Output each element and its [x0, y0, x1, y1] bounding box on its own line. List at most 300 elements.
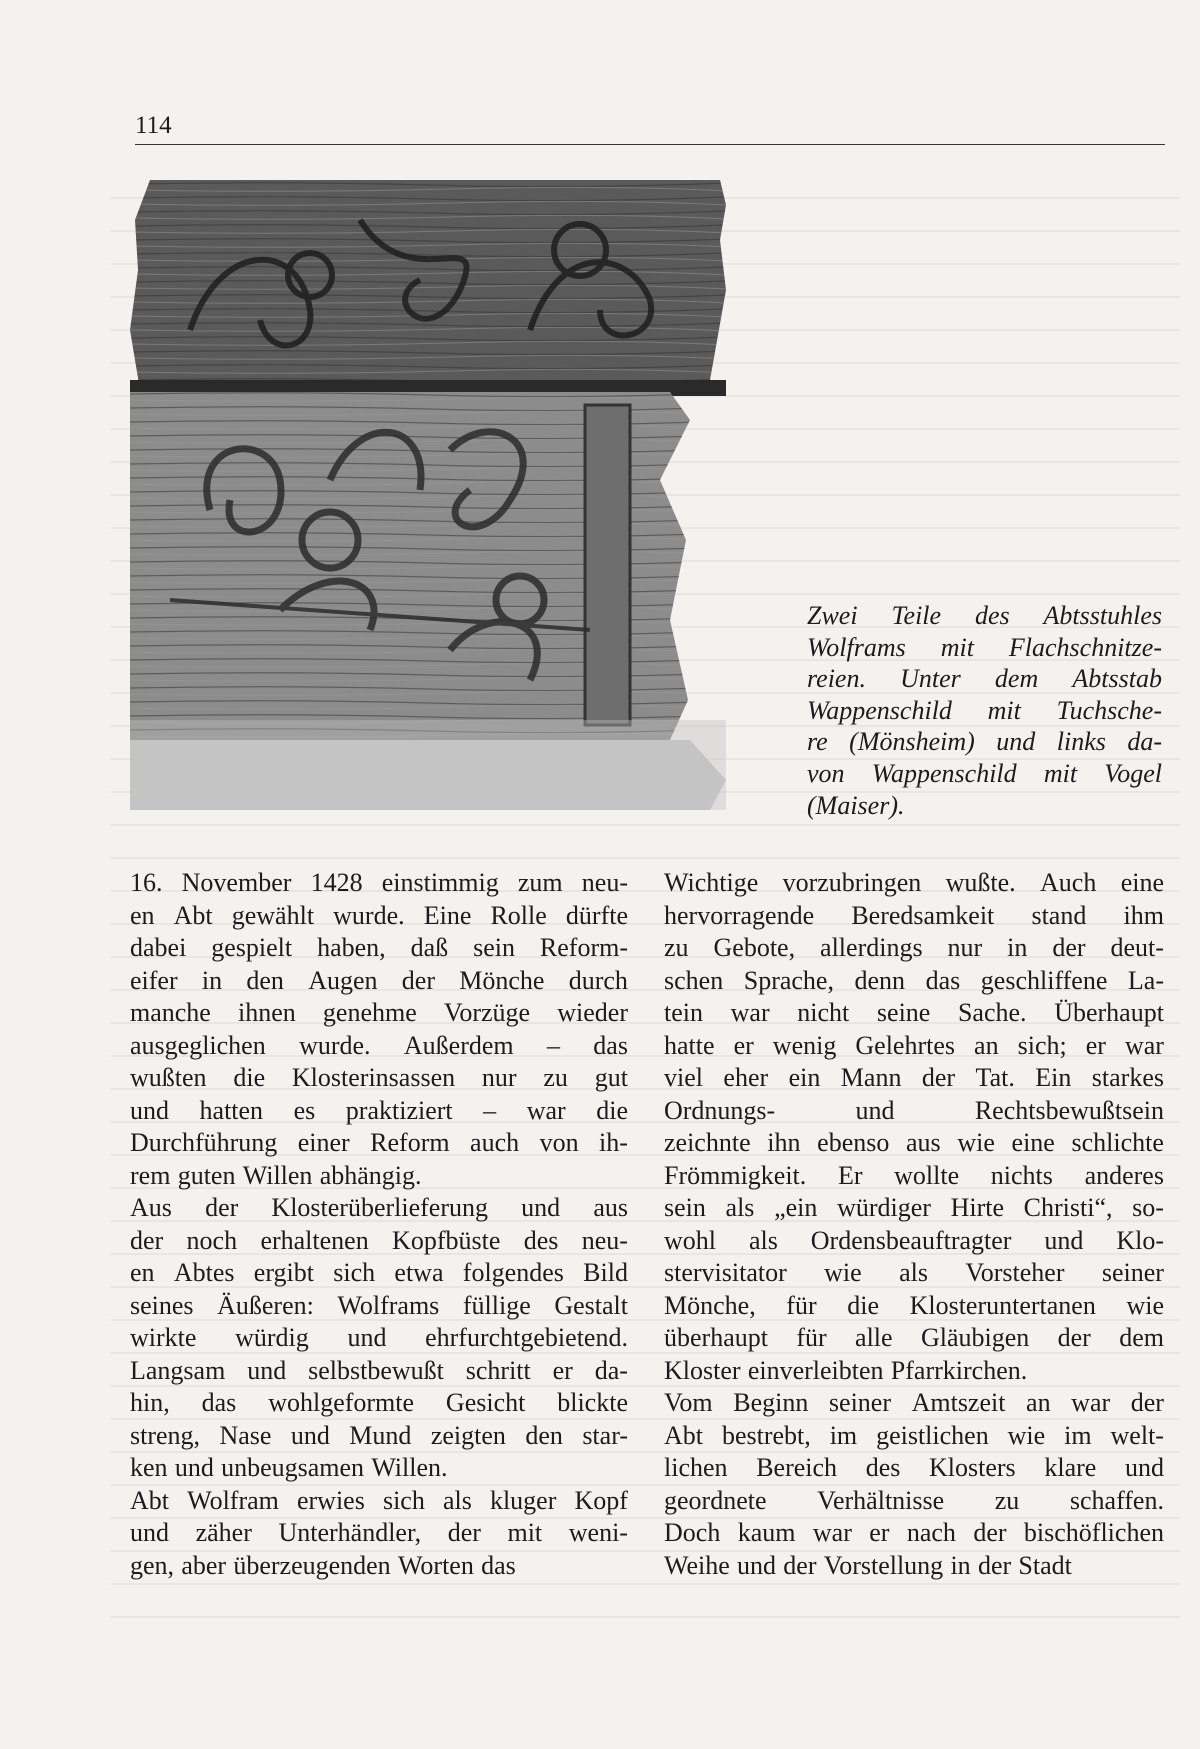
- word: –: [546, 1030, 560, 1060]
- word: Gebote,: [713, 933, 796, 962]
- word: durch: [568, 965, 628, 995]
- word: noch: [186, 1225, 238, 1255]
- word: einer: [297, 1128, 350, 1157]
- word: Reform-: [539, 933, 628, 962]
- word: der: [973, 1518, 1007, 1547]
- word: ehrfurchtgebietend.: [425, 1323, 628, 1352]
- word: mit: [987, 695, 1021, 725]
- word: denn: [854, 965, 906, 995]
- word: Außerdem: [403, 1030, 514, 1060]
- text-line: [130, 1062, 628, 1095]
- word: schaffen.: [1069, 1485, 1164, 1515]
- word: er: [869, 1518, 890, 1547]
- word: Doch: [664, 1518, 721, 1547]
- word: Willen: [242, 1160, 313, 1190]
- text-line: [130, 965, 628, 998]
- word: ken: [130, 1453, 168, 1482]
- word: auch: [470, 1128, 520, 1157]
- text-line: [664, 1452, 1164, 1485]
- caption-line: [807, 600, 1162, 632]
- word: Abtes: [173, 1258, 235, 1287]
- word: schen: [664, 965, 724, 995]
- word: stand: [1031, 900, 1087, 930]
- text-line: [664, 1095, 1164, 1128]
- word: die: [233, 1063, 266, 1092]
- text-line: [664, 900, 1164, 933]
- word: Ordnungs-: [664, 1095, 776, 1125]
- word: sich: [333, 1258, 376, 1287]
- paragraph: [664, 867, 1164, 1387]
- word: das: [925, 965, 961, 995]
- word: Bereich: [756, 1453, 838, 1482]
- word: sein: [473, 933, 515, 962]
- text-line: [130, 1127, 628, 1160]
- word: wieder: [557, 998, 628, 1027]
- word: Unter: [900, 664, 961, 694]
- word: für: [796, 1323, 827, 1352]
- text-line: [664, 965, 1164, 998]
- word: zäher: [195, 1518, 252, 1547]
- word: das: [201, 1388, 237, 1417]
- word: in: [1007, 933, 1028, 962]
- word: der: [401, 965, 435, 995]
- word: Auch: [1040, 868, 1097, 897]
- text-line: [130, 1322, 628, 1355]
- word: welt-: [1110, 1420, 1164, 1450]
- carved-panels-photo: [130, 180, 726, 810]
- word: war: [1071, 1388, 1111, 1417]
- word: Er: [837, 1160, 863, 1190]
- word: lichen: [664, 1453, 728, 1482]
- word: –: [483, 1095, 497, 1125]
- word: und: [130, 1095, 169, 1125]
- word: mit: [940, 632, 974, 662]
- word: und: [521, 1193, 561, 1222]
- word: seines: [130, 1290, 194, 1320]
- text-line: [664, 1550, 1164, 1583]
- word: des: [523, 1225, 559, 1255]
- word: bischöflichen: [1023, 1518, 1164, 1547]
- word: wie: [1126, 1290, 1164, 1320]
- text-line: [664, 997, 1164, 1030]
- caption-line: [807, 726, 1162, 758]
- text-line: [130, 1257, 628, 1290]
- paragraph: [130, 867, 628, 1192]
- text-line: [664, 1160, 1164, 1193]
- word: aus: [906, 1128, 941, 1157]
- left-column: [130, 867, 628, 1582]
- word: 1428: [310, 868, 363, 897]
- word: und: [855, 1095, 895, 1125]
- word: Sprache,: [743, 965, 834, 995]
- word: Hirte: [950, 1193, 1004, 1222]
- word: der: [783, 1550, 817, 1580]
- word: Weihe: [664, 1550, 730, 1580]
- word: sich;: [1017, 1030, 1067, 1060]
- word: Tuchsche-: [1056, 695, 1162, 725]
- word: dabei: [130, 933, 187, 962]
- word: dem: [994, 664, 1039, 694]
- word: Beginn: [733, 1388, 809, 1417]
- word: zu: [664, 933, 689, 962]
- word: haben,: [317, 933, 386, 962]
- word: der: [205, 1193, 239, 1222]
- word: guten: [177, 1160, 236, 1190]
- word: en: [130, 900, 155, 930]
- word: Mönche,: [664, 1290, 756, 1320]
- word: der: [921, 1063, 956, 1092]
- word: Nase: [219, 1420, 272, 1450]
- word: deut-: [1110, 933, 1164, 962]
- text-line: [664, 1355, 1164, 1388]
- text-line: [664, 867, 1164, 900]
- word: Vogel: [1104, 758, 1162, 788]
- text-line: [130, 1355, 628, 1388]
- word: Wichtige: [664, 868, 759, 897]
- word: erwies: [296, 1485, 365, 1515]
- text-line: [130, 1452, 628, 1485]
- word: hatten: [199, 1095, 264, 1125]
- word: links: [1056, 727, 1106, 757]
- word: Vorsteher: [965, 1258, 1065, 1287]
- word: da-: [594, 1355, 628, 1385]
- text-line: [664, 1030, 1164, 1063]
- word: einstimmig: [381, 868, 499, 897]
- word: ihm: [1123, 900, 1164, 930]
- word: Christi“,: [1023, 1193, 1113, 1222]
- word: manche: [130, 998, 211, 1027]
- word: der: [1130, 1388, 1164, 1417]
- word: selbstbewußt: [308, 1355, 444, 1385]
- text-line: [664, 1257, 1164, 1290]
- word: (Maiser).: [807, 790, 905, 820]
- word: daß: [410, 933, 449, 962]
- word: ausgeglichen: [130, 1030, 266, 1060]
- word: hatte: [664, 1030, 715, 1060]
- word: reien.: [807, 664, 866, 694]
- word: Worten: [397, 1550, 474, 1580]
- word: abhängig.: [319, 1160, 422, 1190]
- word: 16.: [130, 868, 163, 897]
- word: „ein: [774, 1193, 818, 1222]
- word: wußten: [130, 1063, 207, 1092]
- word: gen,: [130, 1550, 175, 1580]
- text-line: [130, 997, 628, 1030]
- word: schlichte: [1071, 1128, 1164, 1157]
- word: (Mönsheim): [849, 727, 975, 757]
- word: der: [1057, 1323, 1091, 1352]
- word: Abt: [173, 900, 213, 930]
- word: folgendes: [462, 1258, 564, 1287]
- word: neu-: [581, 1225, 628, 1255]
- word: ein: [788, 1063, 821, 1092]
- word: an: [974, 1030, 999, 1060]
- word: er: [1085, 1030, 1106, 1060]
- text-line: [664, 1322, 1164, 1355]
- word: ihnen: [238, 998, 296, 1027]
- caption-line: [807, 790, 1162, 822]
- word: eifer: [130, 965, 178, 995]
- word: nur: [481, 1063, 517, 1092]
- word: Kloster: [664, 1355, 741, 1385]
- word: rem: [130, 1160, 171, 1190]
- word: Eine: [423, 900, 472, 930]
- word: geistlichen: [876, 1420, 989, 1450]
- word: an: [1026, 1388, 1051, 1417]
- word: Pfarrkirchen.: [890, 1355, 1028, 1385]
- word: aber: [181, 1550, 227, 1580]
- word: zu: [543, 1063, 568, 1092]
- word: Mund: [349, 1420, 412, 1450]
- word: Wappenschild: [871, 758, 1017, 788]
- text-line: [130, 932, 628, 965]
- word: gut: [594, 1063, 628, 1092]
- word: alle: [855, 1323, 893, 1352]
- word: der: [130, 1225, 164, 1255]
- word: Sache.: [957, 998, 1027, 1027]
- word: überzeugenden: [233, 1550, 391, 1580]
- word: und: [996, 727, 1036, 757]
- word: dürfte: [565, 900, 628, 930]
- word: schritt: [465, 1355, 531, 1385]
- word: Unterhändler,: [278, 1518, 422, 1547]
- word: da-: [1127, 727, 1162, 757]
- word: so-: [1132, 1193, 1164, 1222]
- word: Klosterüberlieferung: [271, 1193, 489, 1222]
- paragraph: [130, 1192, 628, 1485]
- word: La-: [1127, 965, 1164, 995]
- word: anderes: [1084, 1160, 1164, 1190]
- word: gewählt: [231, 900, 315, 930]
- word: Verhältnisse: [817, 1485, 945, 1515]
- word: wohlgeformte: [268, 1388, 415, 1417]
- word: Willen.: [371, 1453, 448, 1482]
- word: Teile: [891, 601, 942, 630]
- word: für: [786, 1290, 817, 1320]
- word: mit: [507, 1518, 543, 1547]
- word: wußte.: [945, 868, 1016, 897]
- word: eine: [1120, 868, 1164, 897]
- word: Ein: [1035, 1063, 1072, 1092]
- word: und: [247, 1355, 287, 1385]
- word: Gläubigen: [920, 1323, 1030, 1352]
- word: war: [1124, 1030, 1164, 1060]
- word: und: [737, 1550, 777, 1580]
- word: Amtszeit: [911, 1388, 1006, 1417]
- word: wohl: [664, 1225, 716, 1255]
- word: war: [526, 1095, 566, 1125]
- word: wollte: [894, 1160, 960, 1190]
- word: er: [733, 1030, 754, 1060]
- word: sich: [382, 1485, 425, 1515]
- word: würdig: [235, 1323, 309, 1352]
- word: streng,: [130, 1420, 201, 1450]
- word: Wappenschild: [807, 695, 952, 725]
- word: aus: [593, 1193, 628, 1222]
- word: füllige: [462, 1290, 531, 1320]
- word: dem: [1119, 1323, 1164, 1352]
- word: Klosters: [929, 1453, 1016, 1482]
- word: zum: [517, 868, 563, 897]
- word: wie: [1007, 1420, 1046, 1450]
- word: einverleibten: [747, 1355, 884, 1385]
- word: zeigten: [430, 1420, 506, 1450]
- word: es: [293, 1095, 316, 1125]
- word: Klosteruntertanen: [909, 1290, 1096, 1320]
- word: eher: [723, 1063, 769, 1092]
- word: Gestalt: [554, 1290, 628, 1320]
- paragraph: [664, 1387, 1164, 1582]
- word: war: [812, 1518, 852, 1547]
- word: November: [181, 868, 292, 897]
- word: sein: [664, 1193, 706, 1222]
- word: nur: [947, 933, 983, 962]
- word: als: [725, 1193, 755, 1222]
- word: zeichnte: [664, 1128, 751, 1157]
- word: blickte: [557, 1388, 628, 1417]
- word: im: [829, 1420, 858, 1450]
- word: geschliffene: [980, 965, 1108, 995]
- word: Abtsstuhles: [1043, 601, 1162, 630]
- word: der: [447, 1518, 481, 1547]
- word: seiner: [1101, 1258, 1164, 1287]
- word: Abt: [664, 1420, 703, 1450]
- word: Flachschnitze-: [1008, 632, 1162, 662]
- word: viel: [664, 1063, 703, 1092]
- word: ih-: [599, 1128, 628, 1157]
- text-line: [130, 1225, 628, 1258]
- word: wenig: [772, 1030, 837, 1060]
- word: allerdings: [820, 933, 923, 962]
- word: Mann: [840, 1063, 902, 1092]
- word: als: [748, 1225, 778, 1255]
- word: den: [525, 1420, 563, 1450]
- word: starkes: [1091, 1063, 1164, 1092]
- caption-line: [807, 758, 1162, 790]
- text-line: [664, 1127, 1164, 1160]
- word: seine: [876, 998, 931, 1027]
- word: nach: [906, 1518, 956, 1547]
- word: das: [481, 1550, 516, 1580]
- text-line: [664, 1062, 1164, 1095]
- word: Rechtsbewußtsein: [974, 1095, 1164, 1125]
- word: überhaupt: [664, 1323, 768, 1352]
- word: wurde.: [299, 1030, 371, 1060]
- word: Augen: [308, 965, 378, 995]
- word: er: [552, 1355, 573, 1385]
- word: genehme: [322, 998, 417, 1027]
- word: würdiger: [837, 1193, 931, 1222]
- caption-line: [807, 695, 1162, 727]
- word: re: [807, 727, 828, 757]
- word: Bild: [583, 1258, 628, 1287]
- figure-photo: [130, 180, 726, 810]
- text-line: [664, 1387, 1164, 1420]
- figure-caption: [807, 600, 1162, 821]
- word: und: [1044, 1225, 1084, 1255]
- word: Ordensbeauftragter: [810, 1225, 1012, 1255]
- word: Klosterinsassen: [291, 1063, 456, 1092]
- word: und: [130, 1518, 169, 1547]
- word: en: [130, 1258, 155, 1287]
- text-line: [130, 1160, 628, 1193]
- word: und: [290, 1420, 330, 1450]
- word: eine: [1011, 1128, 1055, 1157]
- word: unbeugsamen: [221, 1453, 365, 1482]
- word: und: [1124, 1453, 1164, 1482]
- text-line: [130, 1387, 628, 1420]
- word: vorzubringen: [782, 868, 922, 897]
- word: Abt: [130, 1485, 169, 1515]
- word: Klo-: [1116, 1225, 1164, 1255]
- word: der: [1052, 933, 1086, 962]
- word: das: [593, 1030, 628, 1060]
- word: Äußeren:: [217, 1290, 314, 1320]
- page-number: 114: [135, 112, 172, 139]
- word: hin,: [130, 1388, 170, 1417]
- word: Durchführung: [130, 1128, 278, 1157]
- text-line: [130, 1192, 628, 1225]
- word: Langsam: [130, 1355, 226, 1385]
- word: wie: [824, 1258, 862, 1287]
- word: Rolle: [490, 900, 547, 930]
- text-line: [664, 1225, 1164, 1258]
- word: tein: [664, 998, 703, 1027]
- word: Vorstellung: [823, 1550, 944, 1580]
- caption-line: [807, 663, 1162, 695]
- word: den: [246, 965, 284, 995]
- word: von: [539, 1128, 579, 1157]
- word: wie: [957, 1128, 995, 1157]
- right-column: [664, 867, 1164, 1582]
- word: Abtsstab: [1072, 664, 1162, 694]
- text-line: [130, 1420, 628, 1453]
- word: in: [950, 1550, 971, 1580]
- word: der: [977, 1550, 1012, 1580]
- word: des: [865, 1453, 901, 1482]
- word: Gelehrtes: [855, 1030, 955, 1060]
- word: Frömmigkeit.: [664, 1160, 807, 1190]
- word: ergibt: [253, 1258, 314, 1287]
- word: im: [1064, 1420, 1092, 1450]
- word: als: [899, 1258, 928, 1287]
- word: Beredsamkeit: [851, 900, 995, 930]
- word: seiner: [828, 1388, 892, 1417]
- word: ebenso: [817, 1128, 890, 1157]
- word: Wolframs: [807, 632, 906, 662]
- word: Vorzüge: [443, 998, 531, 1027]
- text-line: [664, 1420, 1164, 1453]
- word: Gesicht: [445, 1388, 526, 1417]
- word: Wolframs: [337, 1290, 440, 1320]
- word: bestrebt,: [721, 1420, 811, 1450]
- text-line: [664, 1192, 1164, 1225]
- word: stervisitator: [664, 1258, 787, 1287]
- word: Mönche: [459, 965, 545, 995]
- word: Tat.: [975, 1063, 1015, 1092]
- word: die: [596, 1095, 628, 1125]
- text-line: [130, 900, 628, 933]
- word: Kopf: [574, 1485, 628, 1515]
- word: des: [974, 601, 1010, 630]
- word: etwa: [394, 1258, 444, 1287]
- text-line: [130, 1030, 628, 1063]
- word: weni-: [568, 1518, 628, 1547]
- text-line: [130, 1517, 628, 1550]
- word: gespielt: [211, 933, 293, 962]
- word: mit: [1043, 758, 1078, 788]
- word: neu-: [581, 868, 628, 897]
